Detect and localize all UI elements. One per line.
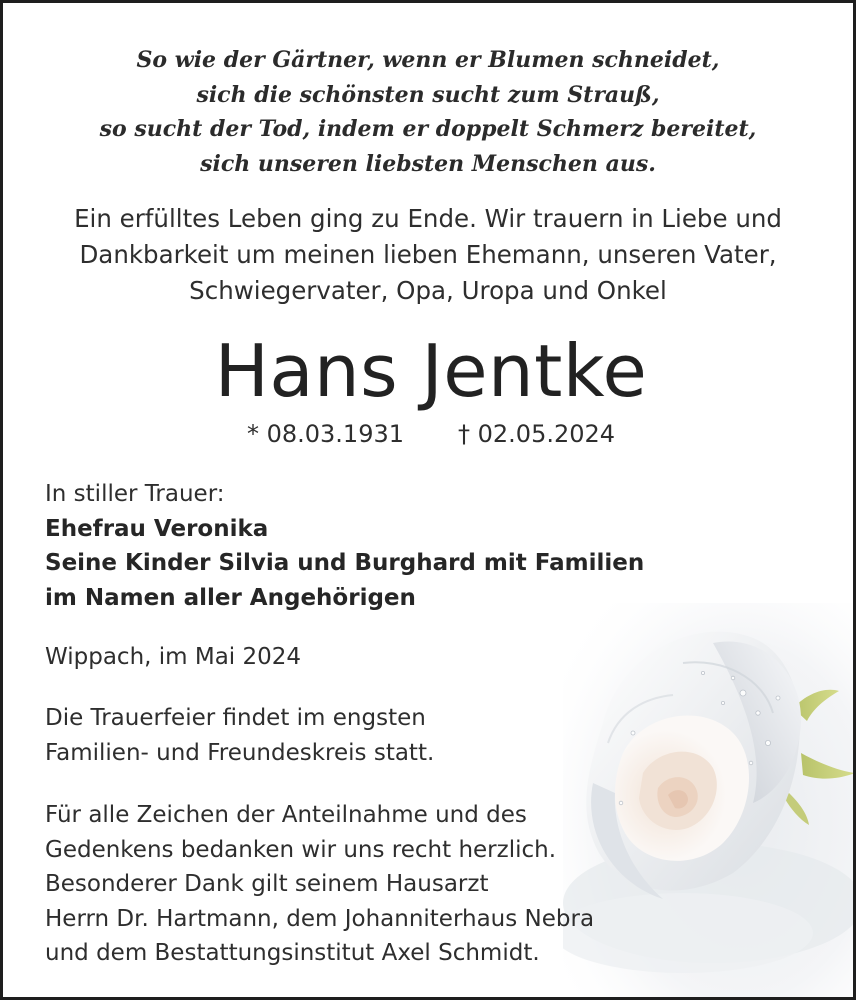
thanks-note xyxy=(45,798,594,971)
poem-line: sich die schönsten sucht zum Strauß, xyxy=(196,81,660,108)
poem-line: sich unseren liebsten Menschen aus. xyxy=(200,150,656,177)
mourner-line: Seine Kinder Silvia und Burghard mit Familien xyxy=(45,550,645,576)
thanks-line: Gedenkens bedanken wir uns recht herzlich. xyxy=(45,836,557,863)
intro-text xyxy=(3,201,853,309)
thanks-line: Für alle Zeichen der Anteilnahme und des xyxy=(45,802,527,828)
mourners-intro: In stiller Trauer: xyxy=(45,481,225,507)
birth-date: * 08.03.1931 xyxy=(246,420,404,448)
poem-line: So wie der Gärtner, wenn er Blumen schneidet, xyxy=(136,47,720,73)
intro-line: Ein erfülltes Leben ging zu Ende. Wir trauern in Liebe und xyxy=(74,204,782,233)
thanks-line: Besonderer Dank gilt seinem Hausarzt xyxy=(45,871,489,897)
poem-line: so sucht der Tod, indem er doppelt Schmerz bereitet, xyxy=(99,116,757,142)
place-date-text: Wippach, im Mai 2024 xyxy=(45,644,302,670)
thanks-line: Herrn Dr. Hartmann, dem Johanniterhaus Nebra xyxy=(45,905,595,932)
mourner-line: Ehefrau Veronika xyxy=(45,515,269,542)
deceased-name: Hans Jentke xyxy=(214,329,648,413)
intro-line: Dankbarkeit um meinen lieben Ehemann, unseren Vater, xyxy=(79,240,777,269)
intro-line: Schwiegervater, Opa, Uropa und Onkel xyxy=(189,276,667,305)
thanks-line: und dem Bestattungsinstitut Axel Schmidt. xyxy=(45,940,540,966)
life-dates xyxy=(3,416,856,452)
ceremony-line: Familien- und Freundeskreis statt. xyxy=(45,739,435,766)
place-date xyxy=(45,640,301,675)
mourners-block xyxy=(45,477,644,615)
white-rose-image xyxy=(563,603,856,1000)
death-date: † 02.05.2024 xyxy=(458,420,616,448)
ceremony-note xyxy=(45,701,434,770)
mourner-line: im Namen aller Angehörigen xyxy=(45,584,416,611)
ceremony-line: Die Trauerfeier findet im engsten xyxy=(45,705,426,731)
poem xyxy=(3,43,853,181)
